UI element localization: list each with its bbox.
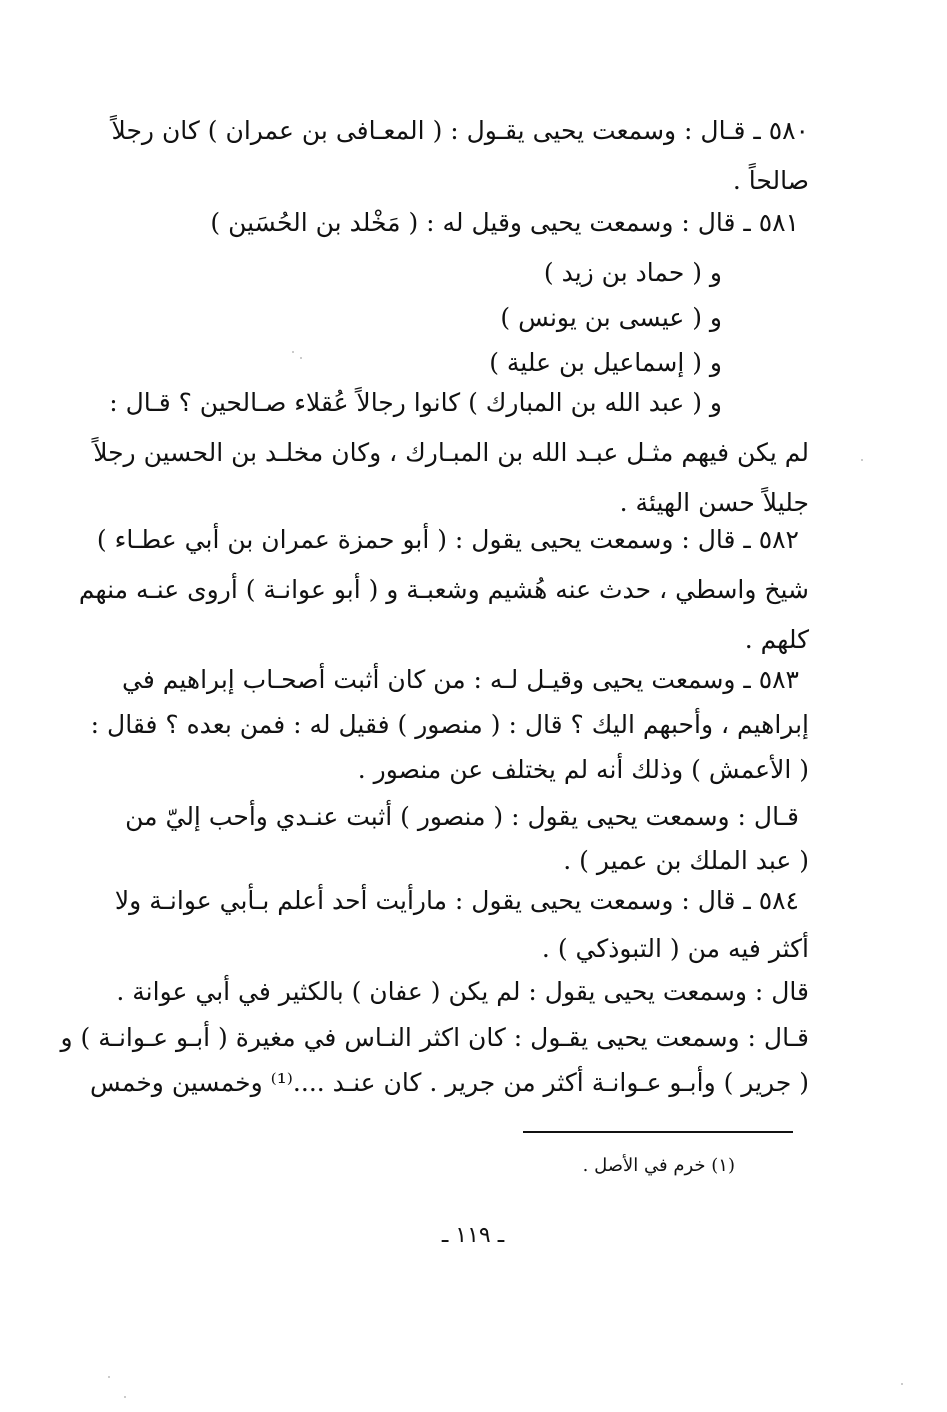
scan-speck <box>300 357 302 359</box>
footnote-divider <box>523 1131 793 1133</box>
scan-speck <box>901 1383 903 1385</box>
text-line: كلهم . <box>744 625 809 654</box>
text-line: جليلاً حسن الهيئة . <box>619 488 809 517</box>
text-line: إبراهيم ، وأحبهم اليك ؟ قال : ( منصور ) فقيل له : فمن بعده ؟ فقال : <box>90 710 809 739</box>
text-line: ٥٨٢ ـ قال : وسمعت يحيى يقول : ( أبو حمزة عمران بن أبي عطـاء ) <box>96 525 799 554</box>
text-line: و ( عيسى بن يونس ) <box>500 303 722 332</box>
text-line: قـال : وسمعت يحيى يقول : ( منصور ) أثبت عنـدي وأحب إليّ من <box>125 802 799 831</box>
scan-speck <box>861 459 863 461</box>
text-line: ٥٨٣ ـ وسمعت يحيى وقيـل لـه : من كان أثبت أصحـاب إبراهيم في <box>121 665 799 694</box>
text-line: و ( حماد بن زيد ) <box>543 258 722 287</box>
footnote: (١) خرم في الأصل . <box>582 1155 735 1176</box>
text-line: لم يكن فيهم مثـل عبـد الله بن المبـارك ، وكان مخلـد بن الحسين رجلاً <box>93 438 809 467</box>
text-line: ( جرير ) وأبـو عـوانـة أكثر من جرير . كان عنـد ....⁽¹⁾ وخمسين وخمس <box>90 1068 809 1097</box>
page-number: ـ ١١٩ ـ <box>441 1223 505 1248</box>
scan-speck <box>108 1376 110 1378</box>
scan-speck <box>292 351 294 353</box>
text-line: قال : وسمعت يحيى يقول : لم يكن ( عفان ) بالكثير في أبي عوانة . <box>116 977 809 1006</box>
text-line: و ( عبد الله بن المبارك ) كانوا رجالاً عُقلاء صـالحين ؟ قـال : <box>109 388 722 417</box>
text-line: ( الأعمش ) وذلك أنه لم يختلف عن منصور . <box>357 755 809 784</box>
scan-speck <box>124 1396 126 1398</box>
text-line: ( عبد الملك بن عمير ) . <box>563 846 809 875</box>
text-line: و ( إسماعيل بن علية ) <box>489 348 722 377</box>
text-line: شيخ واسطي ، حدث عنه هُشيم وشعبـة و ( أبو عوانـة ) أروى عنـه منهم <box>78 575 809 604</box>
text-line: أكثر فيه من ( التبوذكي ) . <box>541 934 809 963</box>
text-line: ٥٨٤ ـ قال : وسمعت يحيى يقول : مارأيت أحد أعلم بـأبي عوانـة ولا <box>114 886 799 915</box>
text-line: صالحاً . <box>732 166 809 195</box>
text-line: قـال : وسمعت يحيى يقـول : كان اكثر النـاس في مغيرة ( أبـو عـوانـة ) و <box>60 1023 809 1052</box>
text-line: ٥٨٠ ـ قـال : وسمعت يحيى يقـول : ( المعـافى بن عمران ) كان رجلاً <box>111 116 809 145</box>
text-line: ٥٨١ ـ قال : وسمعت يحيى وقيل له : ( مَخْلد بن الحُسَين ) <box>210 208 799 237</box>
